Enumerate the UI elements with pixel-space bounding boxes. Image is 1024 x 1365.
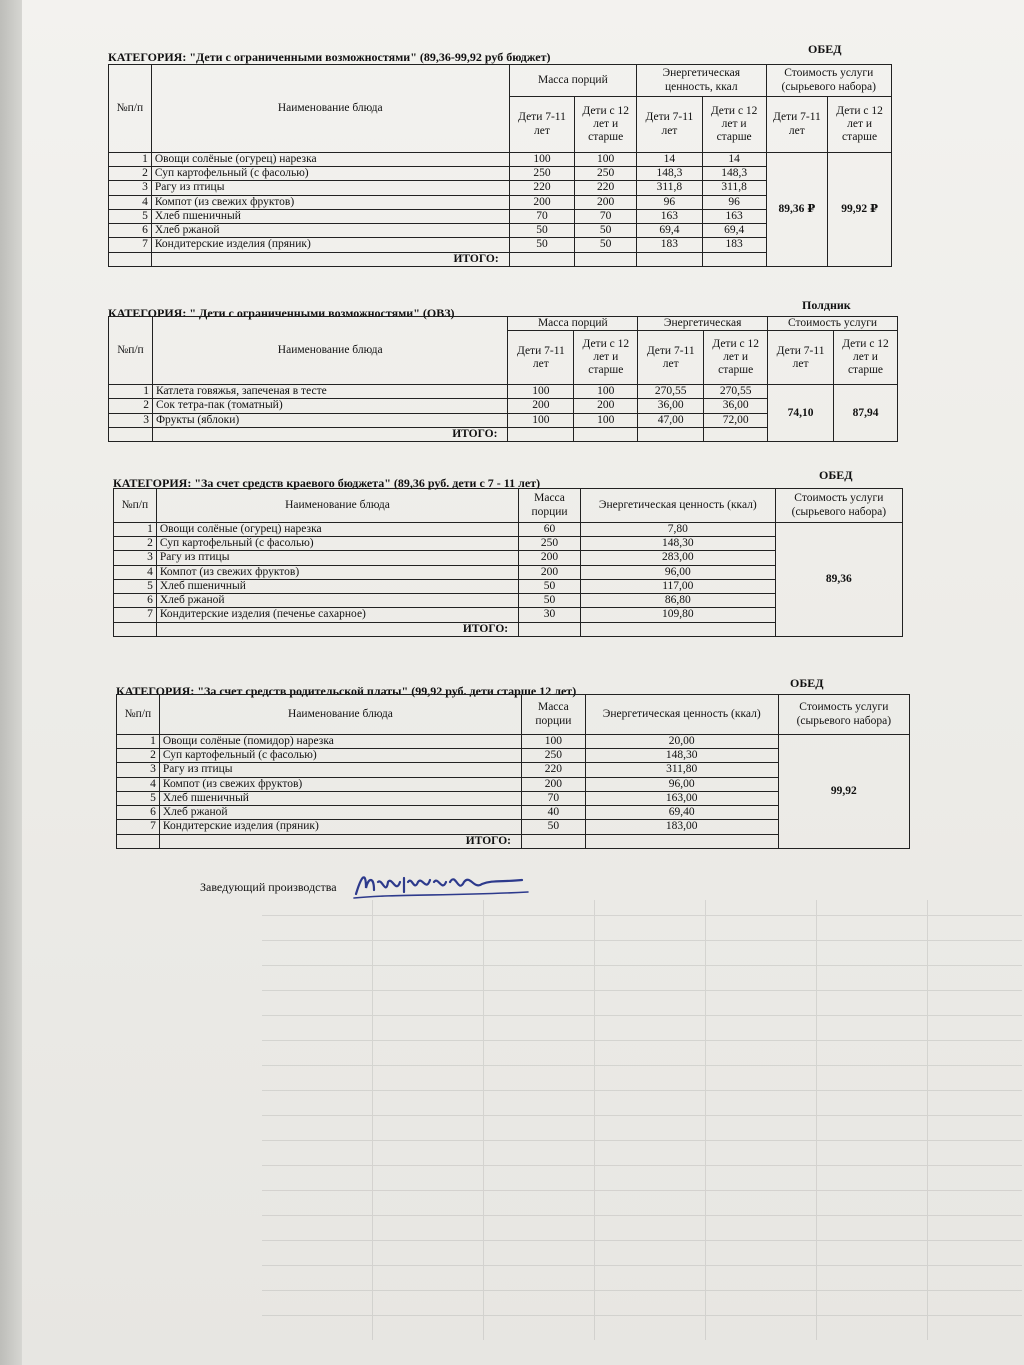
col-name-header: Наименование блюда bbox=[156, 489, 518, 523]
menu-table bbox=[116, 694, 910, 849]
energy: 96,00 bbox=[585, 777, 778, 791]
row-number: 3 bbox=[109, 413, 153, 427]
row-number: 3 bbox=[114, 551, 157, 565]
col-name-header: Наименование блюда bbox=[159, 695, 521, 735]
col-energy-header: Энергетическая ценность, ккал bbox=[637, 65, 766, 97]
mass: 200 bbox=[519, 565, 581, 579]
cost-12plus: 87,94 bbox=[834, 385, 898, 442]
energy-7-11: 47,00 bbox=[638, 413, 704, 427]
energy: 163,00 bbox=[585, 791, 778, 805]
mass-12plus: 50 bbox=[575, 238, 637, 252]
row-number: 5 bbox=[114, 579, 157, 593]
mass-7-11: 70 bbox=[509, 209, 575, 223]
row-number: 1 bbox=[109, 385, 153, 399]
row-number: 2 bbox=[117, 749, 160, 763]
mass-12plus: 70 bbox=[575, 209, 637, 223]
row-number: 4 bbox=[109, 195, 152, 209]
row-number: 4 bbox=[114, 565, 157, 579]
menu-table bbox=[108, 64, 892, 267]
mass-7-11: 100 bbox=[509, 153, 575, 167]
row-number: 7 bbox=[109, 238, 152, 252]
mass-12plus: 100 bbox=[574, 413, 638, 427]
dish-name: Хлеб ржаной bbox=[156, 594, 518, 608]
energy-12plus: 270,55 bbox=[704, 385, 768, 399]
energy: 311,80 bbox=[585, 763, 778, 777]
energy-12plus: 36,00 bbox=[704, 399, 768, 413]
mass: 50 bbox=[521, 820, 585, 834]
energy: 96,00 bbox=[580, 565, 775, 579]
dish-name: Кондитерские изделия (печенье сахарное) bbox=[156, 608, 518, 622]
energy: 148,30 bbox=[585, 749, 778, 763]
mass: 250 bbox=[521, 749, 585, 763]
bleed-through-texture bbox=[262, 900, 1022, 1340]
mass-7-11: 100 bbox=[508, 413, 574, 427]
col-mass-header: Масса порций bbox=[509, 65, 636, 97]
mass: 30 bbox=[519, 608, 581, 622]
sub-age-12plus: Дети с 12 лет и старше bbox=[834, 331, 898, 385]
col-energy-header: Энергетическая ценность (ккал) bbox=[585, 695, 778, 735]
mass-7-11: 100 bbox=[508, 385, 574, 399]
cost-12plus: 99,92 ₽ bbox=[828, 153, 892, 267]
energy: 183,00 bbox=[585, 820, 778, 834]
mass: 250 bbox=[519, 537, 581, 551]
col-name-header: Наименование блюда bbox=[152, 317, 507, 385]
col-mass-header: Масса порции bbox=[521, 695, 585, 735]
row-number: 3 bbox=[117, 763, 160, 777]
mass: 220 bbox=[521, 763, 585, 777]
row-number: 4 bbox=[117, 777, 160, 791]
row-number: 1 bbox=[109, 153, 152, 167]
dish-name: Хлеб пшеничный bbox=[159, 791, 521, 805]
col-no-header: №п/п bbox=[109, 65, 152, 153]
dish-name: Суп картофельный (с фасолью) bbox=[156, 537, 518, 551]
row-number: 2 bbox=[109, 167, 152, 181]
row-number: 1 bbox=[114, 523, 157, 537]
row-number: 1 bbox=[117, 735, 160, 749]
mass-12plus: 100 bbox=[575, 153, 637, 167]
col-cost-header: Стоимость услуги (сырьевого набора) bbox=[775, 489, 902, 523]
dish-name: Суп картофельный (с фасолью) bbox=[151, 167, 509, 181]
section-header: КАТЕГОРИЯ: "Дети с ограниченными возможностями" (89,36-99,92 руб бюджет) bbox=[108, 50, 551, 64]
dish-name: Кондитерские изделия (пряник) bbox=[151, 238, 509, 252]
sub-age-12plus: Дети с 12 лет и старше bbox=[704, 331, 768, 385]
col-mass-header: Масса порций bbox=[508, 317, 638, 331]
sub-age-7-11: Дети 7-11 лет bbox=[766, 97, 828, 153]
energy-12plus: 69,4 bbox=[702, 224, 766, 238]
energy: 109,80 bbox=[580, 608, 775, 622]
col-no-header: №п/п bbox=[109, 317, 153, 385]
energy-12plus: 72,00 bbox=[704, 413, 768, 427]
sub-age-12plus: Дети с 12 лет и старше bbox=[574, 331, 638, 385]
row-number: 3 bbox=[109, 181, 152, 195]
mass: 50 bbox=[519, 579, 581, 593]
mass-7-11: 200 bbox=[509, 195, 575, 209]
energy-12plus: 183 bbox=[702, 238, 766, 252]
energy-12plus: 96 bbox=[702, 195, 766, 209]
energy: 86,80 bbox=[580, 594, 775, 608]
mass-7-11: 50 bbox=[509, 224, 575, 238]
mass-7-11: 220 bbox=[509, 181, 575, 195]
col-no-header: №п/п bbox=[114, 489, 157, 523]
cost-7-11: 89,36 ₽ bbox=[766, 153, 828, 267]
col-name-header: Наименование блюда bbox=[151, 65, 509, 153]
energy: 117,00 bbox=[580, 579, 775, 593]
total-label: ИТОГО: bbox=[159, 834, 521, 848]
sub-age-7-11: Дети 7-11 лет bbox=[638, 331, 704, 385]
dish-name: Рагу из птицы bbox=[159, 763, 521, 777]
dish-name: Овощи солёные (помидор) нарезка bbox=[159, 735, 521, 749]
menu-table bbox=[108, 316, 898, 442]
mass: 40 bbox=[521, 806, 585, 820]
row-number: 6 bbox=[109, 224, 152, 238]
sub-age-12plus: Дети с 12 лет и старше bbox=[828, 97, 892, 153]
energy: 20,00 bbox=[585, 735, 778, 749]
handwritten-signature bbox=[352, 868, 532, 904]
table-row bbox=[114, 523, 903, 537]
meal-label: Полдник bbox=[802, 298, 851, 312]
col-cost-header: Стоимость услуги (сырьевого набора) bbox=[766, 65, 891, 97]
mass: 100 bbox=[521, 735, 585, 749]
mass-7-11: 200 bbox=[508, 399, 574, 413]
mass-7-11: 250 bbox=[509, 167, 575, 181]
col-no-header: №п/п bbox=[117, 695, 160, 735]
mass-12plus: 200 bbox=[575, 195, 637, 209]
sub-age-7-11: Дети 7-11 лет bbox=[768, 331, 834, 385]
energy-7-11: 270,55 bbox=[638, 385, 704, 399]
signature-label: Заведующий производства bbox=[200, 880, 337, 894]
sub-age-7-11: Дети 7-11 лет bbox=[637, 97, 703, 153]
row-number: 6 bbox=[117, 806, 160, 820]
energy-7-11: 183 bbox=[637, 238, 703, 252]
table-row bbox=[117, 735, 910, 749]
energy-7-11: 36,00 bbox=[638, 399, 704, 413]
total-label: ИТОГО: bbox=[152, 427, 507, 441]
col-energy-header: Энергетическая ценность (ккал) bbox=[580, 489, 775, 523]
mass: 50 bbox=[519, 594, 581, 608]
mass: 200 bbox=[521, 777, 585, 791]
energy-7-11: 163 bbox=[637, 209, 703, 223]
row-number: 7 bbox=[114, 608, 157, 622]
energy-7-11: 148,3 bbox=[637, 167, 703, 181]
col-energy-header: Энергетическая bbox=[638, 317, 768, 331]
sub-age-12plus: Дети с 12 лет и старше bbox=[575, 97, 637, 153]
sub-age-7-11: Дети 7-11 лет bbox=[508, 331, 574, 385]
page-edge-shadow bbox=[0, 0, 22, 1365]
menu-table bbox=[113, 488, 903, 637]
dish-name: Компот (из свежих фруктов) bbox=[151, 195, 509, 209]
section-header: КАТЕГОРИЯ: "За счет средств родительской платы" (99,92 руб. дети старше 12 лет) bbox=[116, 684, 577, 698]
cost: 89,36 bbox=[775, 523, 902, 637]
dish-name: Хлеб ржаной bbox=[159, 806, 521, 820]
row-number: 5 bbox=[117, 791, 160, 805]
mass-12plus: 100 bbox=[574, 385, 638, 399]
mass-12plus: 200 bbox=[574, 399, 638, 413]
dish-name: Рагу из птицы bbox=[151, 181, 509, 195]
mass-12plus: 50 bbox=[575, 224, 637, 238]
sub-age-7-11: Дети 7-11 лет bbox=[509, 97, 575, 153]
dish-name: Катлета говяжья, запеченая в тесте bbox=[152, 385, 507, 399]
dish-name: Овощи солёные (огурец) нарезка bbox=[156, 523, 518, 537]
section-header: КАТЕГОРИЯ: " Дети с ограниченными возможностями" (ОВЗ) bbox=[108, 306, 455, 320]
total-label: ИТОГО: bbox=[156, 622, 518, 636]
row-number: 5 bbox=[109, 209, 152, 223]
dish-name: Суп картофельный (с фасолью) bbox=[159, 749, 521, 763]
energy: 283,00 bbox=[580, 551, 775, 565]
cost-7-11: 74,10 bbox=[768, 385, 834, 442]
section-header: КАТЕГОРИЯ: "За счет средств краевого бюджета" (89,36 руб. дети с 7 - 11 лет) bbox=[113, 476, 541, 490]
col-mass-header: Масса порции bbox=[519, 489, 581, 523]
dish-name: Компот (из свежих фруктов) bbox=[156, 565, 518, 579]
table-row bbox=[109, 153, 892, 167]
energy-12plus: 148,3 bbox=[702, 167, 766, 181]
meal-label: ОБЕД bbox=[790, 676, 824, 690]
energy: 69,40 bbox=[585, 806, 778, 820]
mass: 200 bbox=[519, 551, 581, 565]
dish-name: Хлеб пшеничный bbox=[151, 209, 509, 223]
dish-name: Фрукты (яблоки) bbox=[152, 413, 507, 427]
meal-label: ОБЕД bbox=[808, 42, 842, 56]
energy-7-11: 14 bbox=[637, 153, 703, 167]
energy-7-11: 96 bbox=[637, 195, 703, 209]
row-number: 7 bbox=[117, 820, 160, 834]
energy-12plus: 14 bbox=[702, 153, 766, 167]
row-number: 6 bbox=[114, 594, 157, 608]
dish-name: Сок тетра-пак (томатный) bbox=[152, 399, 507, 413]
energy: 7,80 bbox=[580, 523, 775, 537]
col-cost-header: Стоимость услуги bbox=[768, 317, 898, 331]
cost: 99,92 bbox=[778, 735, 909, 849]
mass: 70 bbox=[521, 791, 585, 805]
dish-name: Хлеб пшеничный bbox=[156, 579, 518, 593]
dish-name: Компот (из свежих фруктов) bbox=[159, 777, 521, 791]
dish-name: Рагу из птицы bbox=[156, 551, 518, 565]
meal-label: ОБЕД bbox=[819, 468, 853, 482]
row-number: 2 bbox=[109, 399, 153, 413]
row-number: 2 bbox=[114, 537, 157, 551]
mass-7-11: 50 bbox=[509, 238, 575, 252]
energy-7-11: 311,8 bbox=[637, 181, 703, 195]
mass-12plus: 220 bbox=[575, 181, 637, 195]
dish-name: Хлеб ржаной bbox=[151, 224, 509, 238]
col-cost-header: Стоимость услуги (сырьевого набора) bbox=[778, 695, 909, 735]
energy-12plus: 163 bbox=[702, 209, 766, 223]
dish-name: Кондитерские изделия (пряник) bbox=[159, 820, 521, 834]
total-label: ИТОГО: bbox=[151, 252, 509, 266]
sub-age-12plus: Дети с 12 лет и старше bbox=[702, 97, 766, 153]
mass-12plus: 250 bbox=[575, 167, 637, 181]
mass: 60 bbox=[519, 523, 581, 537]
table-row bbox=[109, 385, 898, 399]
energy-7-11: 69,4 bbox=[637, 224, 703, 238]
dish-name: Овощи солёные (огурец) нарезка bbox=[151, 153, 509, 167]
energy-12plus: 311,8 bbox=[702, 181, 766, 195]
energy: 148,30 bbox=[580, 537, 775, 551]
